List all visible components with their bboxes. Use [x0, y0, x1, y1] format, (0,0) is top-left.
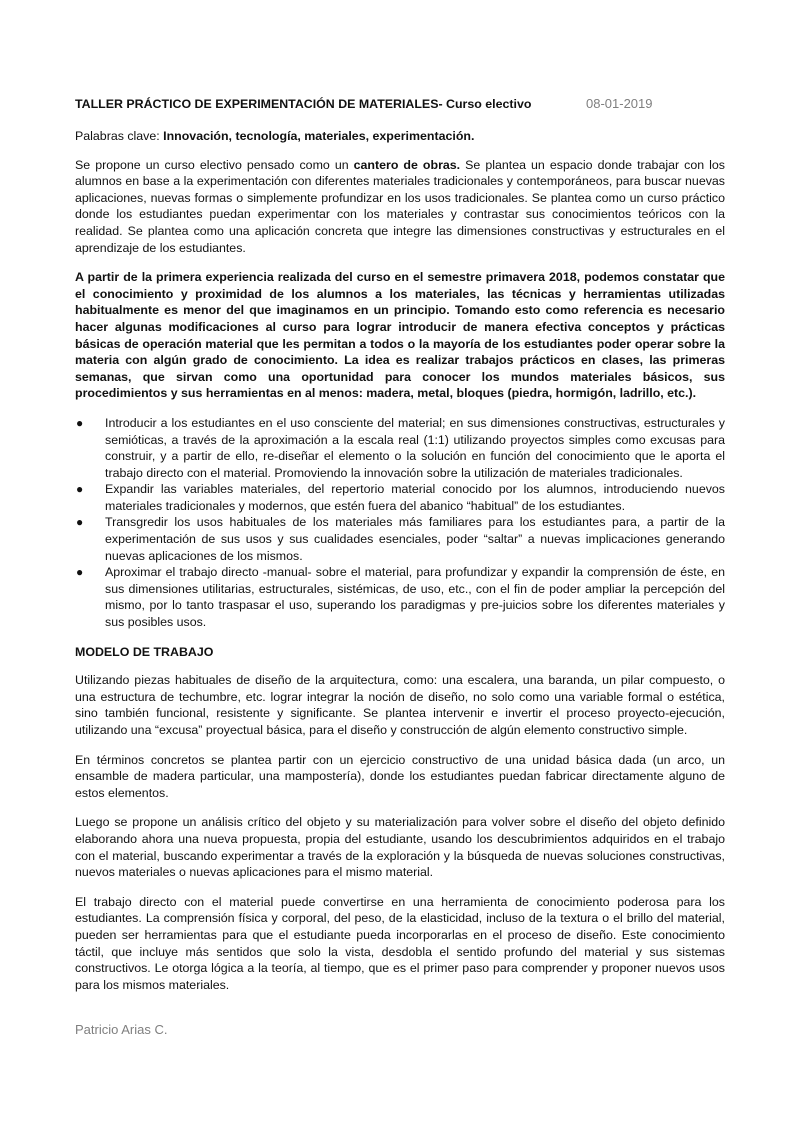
list-item — [75, 415, 725, 481]
document-title: TALLER PRÁCTICO DE EXPERIMENTACIÓN DE MATERIALES- Curso electivo — [75, 97, 532, 111]
body-paragraph: Utilizando piezas habituales de diseño de la arquitectura, como: una escalera, una baranda, un pilar compuesto, o una estructura de techumbre, etc. lograr integrar la noción de diseño, no solo como una variable formal o estética, sino también funcional, resistente y significante. Se plantea intervenir e invertir el proceso proyecto-ejecución, utilizando una “excusa” proyectual básica, para el diseño y construcción de algún elemento constructivo simple. — [75, 673, 725, 737]
list-item — [75, 564, 725, 630]
intro-bold-text: cantero de obras. — [353, 157, 461, 172]
body-paragraph: Luego se propone un análisis crítico del objeto y su materialización para volver sobre el diseño del objeto definido elaborando ahora una nueva propuesta, propia del estudiante, usando los descubrimientos adquiridos en el trabajo con el material, buscando experimentar a través de la exploración y la búsqueda de nuevas soluciones constructivas, nuevos materiales o nuevas aplicaciones para el mismo material. — [75, 815, 725, 880]
header — [75, 96, 725, 113]
bold-paragraph: A partir de la primera experiencia realizada del curso en el semestre primavera 2018, podemos constatar que el conocimiento y proximidad de los alumnos a los materiales, las técnicas y herramientas utilizadas habitualmente es menor del que imaginamos en un principio. Tomando esto como referencia es necesario hacer algunas modificaciones al curso para lograr introducir de manera efectiva conceptos y prácticas básicas de operación material que les permitan a todos o la mayoría de los estudiantes poder operar sobre la materia con algún grado de conocimiento. La idea es realizar trabajos prácticos en clases, las primeras semanas, que sirvan como una oportunidad para conocer los mundos materiales básicos, sus procedimientos y sus herramientas en al menos: madera, metal, bloques (piedra, hormigón, ladrillo, etc.). — [75, 270, 725, 401]
list-item — [75, 514, 725, 564]
list-item-text: Aproximar el trabajo directo -manual- sobre el material, para profundizar y expandir la comprensión de éste, en sus dimensiones utilitarias, estructurales, sistémicas, de uso, etc., con el fin de poder ampliar la percepción del mismo, por lo tanto traspasar el uso, superando los paradigmas y pre-juicios sobre los diferentes materiales y sus posibles usos. — [105, 565, 725, 630]
section-heading: MODELO DE TRABAJO — [75, 644, 214, 659]
bullet-icon: ● — [76, 565, 84, 580]
bullet-icon: ● — [76, 515, 84, 530]
list-item-text: Introducir a los estudiantes en el uso consciente del material; en sus dimensiones constructivas, estructurales y semióticas, a través de la aproximación a la escala real (1:1) utilizando proyectos simples como excusas para construir, y a partir de ello, re-diseñar el elemento o la solución en función del conocimiento que le aporta el trabajo directo con el material. Promoviendo la innovación sobre la utilización de materiales tradicionales. — [105, 415, 725, 480]
intro-text-2: Se plantea un espacio donde trabajar con los alumnos en base a la experimentación con diferentes materiales tradicionales y contemporáneos, para buscar nuevas aplicaciones, nuevas formas o simplemente profundizar en los usos tradicionales. Se plantea como un curso práctico donde los estudiantes puedan experimentar con los materiales y contrastar sus conocimientos teóricos con la realidad. Se plantea como una aplicación concreta que integre las dimensiones constructivas y estructurales en el aprendizaje de los estudiantes. — [75, 157, 725, 255]
bullet-icon: ● — [76, 415, 84, 430]
keywords-line — [75, 128, 725, 145]
objectives-list — [75, 415, 725, 631]
list-item-text: Transgredir los usos habituales de los materiales más familiares para los estudiantes para, a partir de la experimentación de sus usos y sus cualidades esenciales, poder “saltar” a nuevas implicaciones generando nuevas aplicaciones de los mismos. — [105, 515, 725, 563]
keywords-value: Innovación, tecnología, materiales, experimentación. — [163, 129, 475, 143]
intro-text-1: Se propone un curso electivo pensado como un — [75, 157, 354, 172]
keywords-label: Palabras clave: — [75, 129, 164, 143]
list-item-text: Expandir las variables materiales, del repertorio material conocido por los alumnos, introduciendo nuevos materiales tradicionales y modernos, que estén fuera del abanico “habitual” de los estudiantes. — [105, 482, 725, 513]
body-paragraph: El trabajo directo con el material puede convertirse en una herramienta de conocimiento poderosa para los estudiantes. La comprensión física y corporal, del peso, de la elasticidad, incluso de la textura o el brillo del material, pueden ser herramientas para que el estudiante pueda incorporarlas en el proceso de diseño. Este conocimiento táctil, que incluye más sentidos que solo la vista, desdobla el sentido profundo del material y sus sistemas constructivos. Le otorga lógica a la teoría, al tiempo, que es el primer paso para comprender y proponer nuevos usos para los mismos materiales. — [75, 894, 725, 992]
footer-author: Patricio Arias C. — [75, 1022, 168, 1037]
body-paragraph: En términos concretos se plantea partir con un ejercicio constructivo de una unidad básica dada (un arco, un ensamble de madera particular, una mampostería), donde los estudiantes puedan fabricar directamente alguno de estos elementos. — [75, 752, 725, 800]
document-date: 08-01-2019 — [586, 96, 653, 111]
intro-paragraph — [75, 157, 725, 257]
bullet-icon: ● — [76, 482, 84, 497]
list-item — [75, 481, 725, 514]
